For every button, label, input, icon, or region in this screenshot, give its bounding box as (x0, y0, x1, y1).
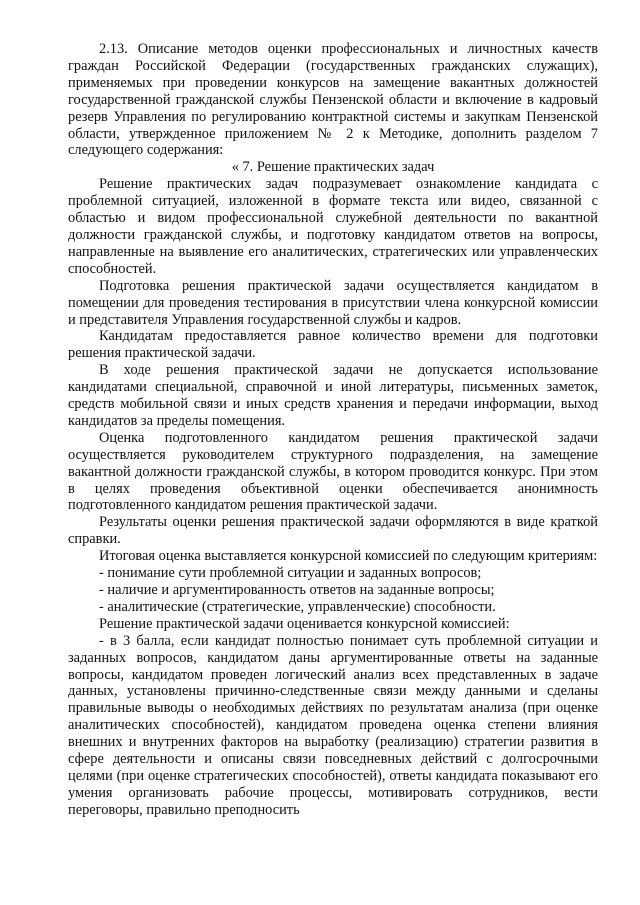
section-title: « 7. Решение практических задач (231, 159, 435, 176)
paragraph-2: Подготовка решения практической задачи осуществляется кандидатом в помещении для проведения тестирования в присутствии члена конкурсной комиссии и представителя Управления государственной службы и кадров. (68, 277, 598, 328)
document-page (68, 41, 598, 819)
paragraph-6: Результаты оценки решения практической задачи оформляются в виде краткой справки. (68, 514, 598, 548)
paragraph-7: Итоговая оценка выставляется конкурсной комиссией по следующим критериям: (99, 548, 598, 565)
paragraph-1: Решение практических задач подразумевает ознакомление кандидата с проблемной ситуацией, изложенной в формате текста или видео, связанной с областью и видом профессиональной служебной деятельности по вакантной должности гражданской службы, и подготовку кандидатом ответов на вопросы, направленные на выявление его аналитических, стратегических или управленческих способностей. (68, 176, 598, 277)
scoring-intro: Решение практической задачи оценивается конкурсной комиссией: (99, 615, 510, 632)
criteria-item-3: - аналитические (стратегические, управленческие) способности. (99, 598, 496, 615)
paragraph-5: Оценка подготовленного кандидатом решения практической задачи осуществляется руководителем структурного подразделения, на замещение вакантной должности гражданской службы, в котором проводится конкурс. При этом в целях проведения объективной оценки обеспечивается анонимность подготовленного кандидатом решения практической задачи. (68, 429, 598, 514)
criteria-item-1: - понимание сути проблемной ситуации и заданных вопросов; (99, 565, 482, 582)
paragraph-4: В ходе решения практической задачи не допускается использование кандидатами специальной, справочной и иной литературы, письменных заметок, средств мобильной связи и иных средств хранения и передачи информации, выход кандидатов за пределы помещения. (68, 362, 598, 429)
intro-paragraph: 2.13. Описание методов оценки профессиональных и личностных качеств граждан Российской Федерации (государственных гражданских служащих), применяемых при проведении конкурсов на замещение вакантных должностей государственной гражданской службы Пензенской области и включение в кадровый резерв Управления по регулированию контрактной системы и закупкам Пензенской области, утвержденное приложением № 2 к Методике, дополнить разделом 7 следующего содержания: (68, 41, 598, 159)
criteria-item-2: - наличие и аргументированность ответов на заданные вопросы; (99, 582, 495, 598)
paragraph-3: Кандидатам предоставляется равное количество времени для подготовки решения практической задачи. (68, 328, 598, 362)
scoring-item: - в 3 балла, если кандидат полностью понимает суть проблемной ситуации и заданных вопросов, кандидатом даны аргументированные ответы на заданные вопросы, кандидатом проведен логический анализ всех представленных в задаче данных, установлены причинно-следственные связи между данными и сделаны правильные выводы о необходимых действиях по результатам анализа (при оценке аналитических способностей), кандидатом проведена оценка степени влияния внешних и внутренних факторов на выработку (реализацию) стратегии развития в сфере деятельности и описаны связи повседневных действий с долгосрочными целями (при оценке стратегических способностей), ответы кандидата показывают его умения организовать рабочие процессы, мотивировать сотрудников, вести переговоры, правильно преподносить (68, 632, 598, 818)
